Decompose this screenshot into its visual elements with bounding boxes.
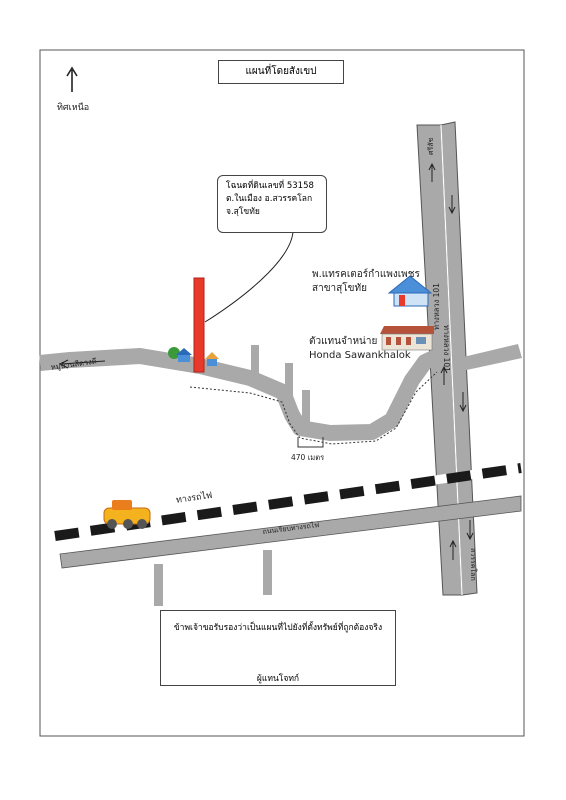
village-road-label: หมู่บ้านสีดวงดี (50, 356, 98, 372)
north-label: ทิศเหนือ (57, 103, 90, 113)
certification-box (160, 610, 396, 686)
honda-dealer-label: ตัวแทนจำหน่าย Honda Sawankhalok (309, 336, 411, 361)
land-deed-callout (217, 175, 327, 233)
side-branch-1 (251, 345, 259, 381)
distance-label: 470 เมตร (291, 453, 325, 462)
railway-label: ทางรถไฟ (175, 490, 214, 506)
tractor-shop-label: พ.แทรคเตอร์กำแพงเพชร สาขาสุโขทัย (312, 269, 420, 294)
rail-road-label: ถนนเรียบทางรถไฟ (262, 521, 320, 536)
signer-label: ผู้แทนโจทก์ (256, 674, 300, 684)
certification-statement: ข้าพเจ้าขอรับรองว่าเป็นแผนที่ไปยังที่ตั้งทรัพย์ที่ถูกต้องจริง (173, 623, 383, 633)
side-branch-2 (285, 363, 293, 398)
highway-label-right: ทางหลวง 101 (442, 325, 451, 372)
rail-side-branch-2 (263, 550, 272, 595)
map-title: แผนที่โดยสังเขป (245, 66, 317, 77)
rail-side-branch-1 (154, 564, 163, 606)
deed-province: จ.สุโขทัย (226, 207, 260, 217)
deed-number: โฉนดที่ดินเลขที่ 53158 (226, 181, 314, 191)
title-box (218, 60, 344, 84)
deed-district: ต.ในเมือง อ.สวรรคโลก (226, 194, 313, 204)
direction-north-label: ศรีสัช (427, 137, 435, 155)
direction-south-label: สวรรคโลก (469, 548, 477, 581)
highway-label-left: ทางหลวง 101 (432, 283, 441, 330)
plot-marker (194, 278, 204, 372)
side-branch-3 (302, 390, 310, 426)
